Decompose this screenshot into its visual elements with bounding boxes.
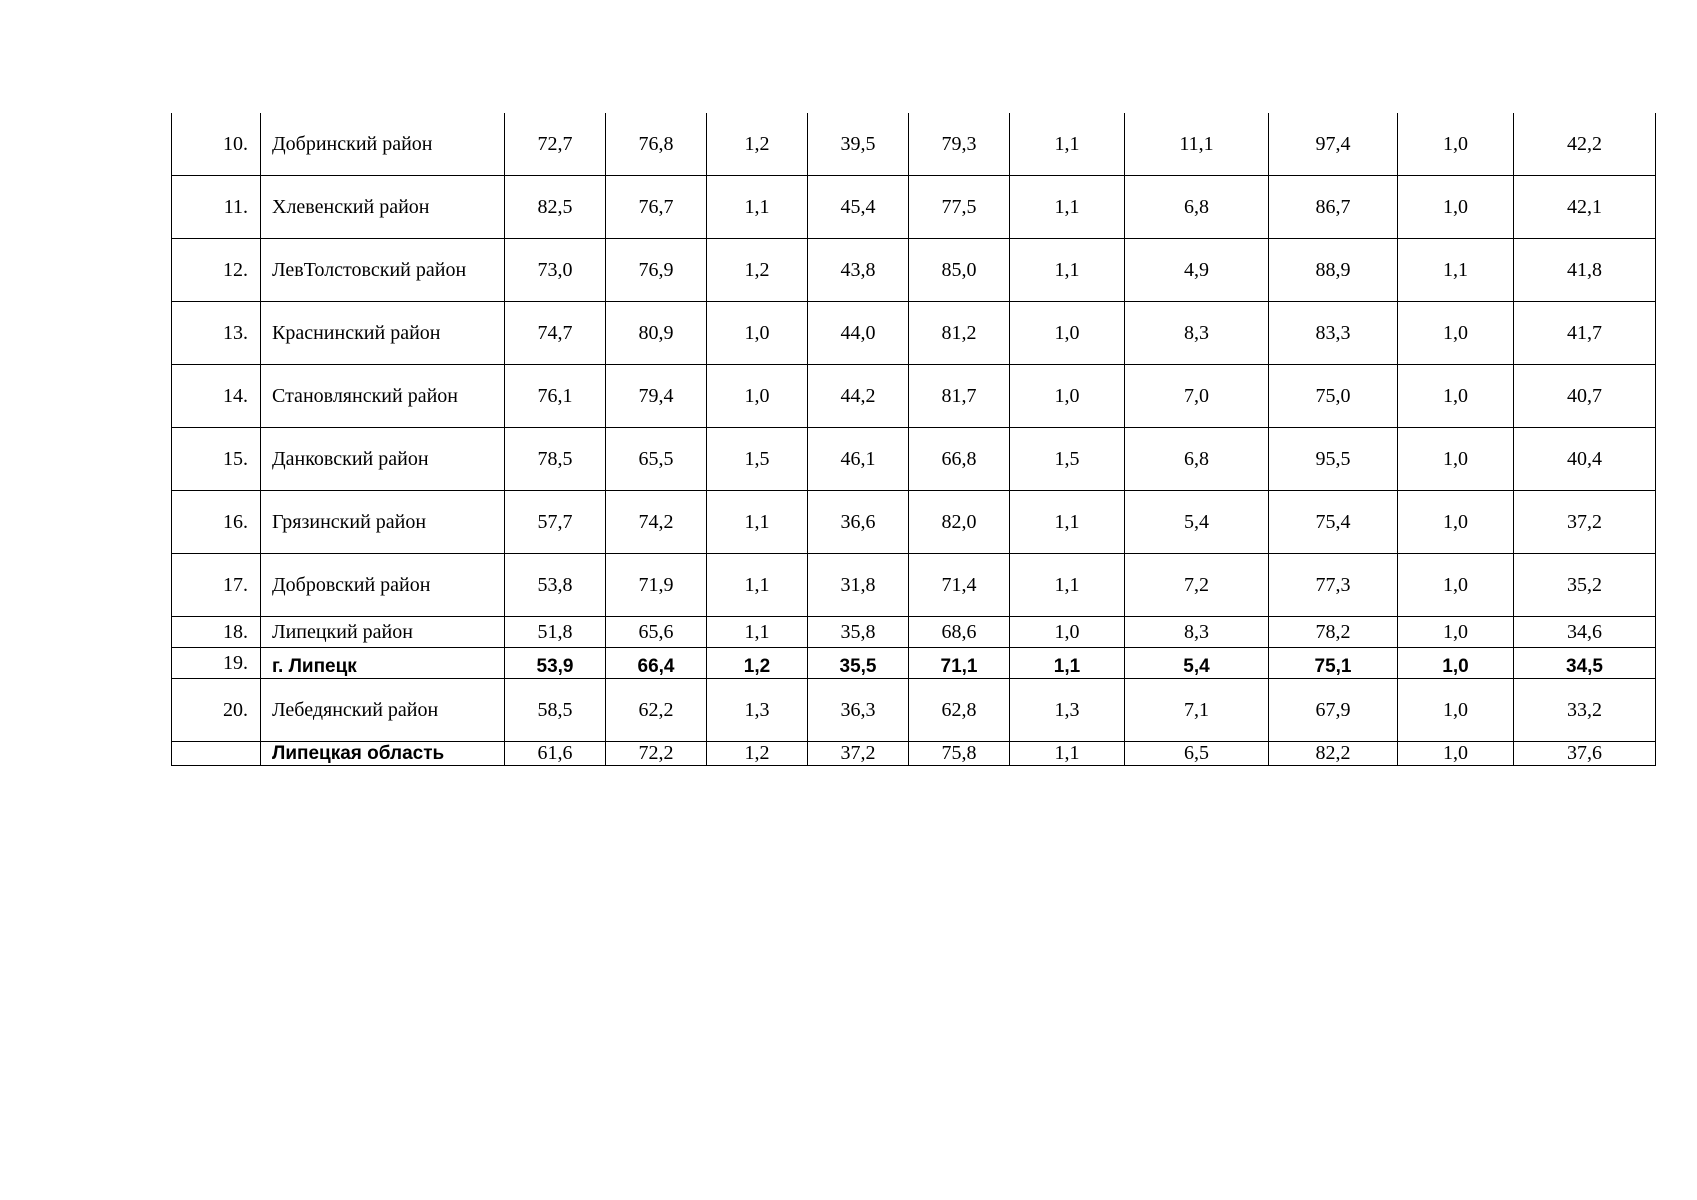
value-cell-col-3: 1,2 (707, 648, 808, 679)
value-cell-col-4: 44,0 (808, 302, 909, 365)
value-cell-col-8: 67,9 (1269, 679, 1398, 742)
value-cell-col-10: 33,2 (1514, 679, 1656, 742)
rating-table (171, 113, 1656, 766)
value-cell-col-8: 97,4 (1269, 113, 1398, 176)
value-cell-col-4: 36,3 (808, 679, 909, 742)
value-cell-col-2: 74,2 (606, 491, 707, 554)
value-cell-col-6: 1,1 (1010, 554, 1125, 617)
value-cell-col-6: 1,1 (1010, 113, 1125, 176)
value-cell-col-10: 41,7 (1514, 302, 1656, 365)
district-name: Добринский район (261, 113, 505, 176)
table-row (172, 365, 1656, 428)
value-cell-col-8: 75,4 (1269, 491, 1398, 554)
value-cell-col-2: 65,5 (606, 428, 707, 491)
row-number (172, 742, 261, 766)
value-cell-col-7: 5,4 (1125, 648, 1269, 679)
district-name: г. Липецк (261, 648, 505, 679)
row-number: 17. (172, 554, 261, 617)
value-cell-col-3: 1,2 (707, 742, 808, 766)
value-cell-col-6: 1,3 (1010, 679, 1125, 742)
value-cell-col-4: 44,2 (808, 365, 909, 428)
value-cell-col-1: 72,7 (505, 113, 606, 176)
value-cell-col-8: 95,5 (1269, 428, 1398, 491)
value-cell-col-4: 31,8 (808, 554, 909, 617)
value-cell-col-6: 1,0 (1010, 365, 1125, 428)
value-cell-col-7: 7,0 (1125, 365, 1269, 428)
district-name: Грязинский район (261, 491, 505, 554)
value-cell-col-7: 7,2 (1125, 554, 1269, 617)
row-number: 15. (172, 428, 261, 491)
row-number: 14. (172, 365, 261, 428)
value-cell-col-2: 66,4 (606, 648, 707, 679)
value-cell-col-10: 37,6 (1514, 742, 1656, 766)
value-cell-col-4: 35,5 (808, 648, 909, 679)
value-cell-col-8: 75,0 (1269, 365, 1398, 428)
value-cell-col-4: 46,1 (808, 428, 909, 491)
value-cell-col-2: 62,2 (606, 679, 707, 742)
value-cell-col-7: 11,1 (1125, 113, 1269, 176)
value-cell-col-9: 1,0 (1398, 679, 1514, 742)
document-page (171, 113, 1656, 766)
table-row (172, 648, 1656, 679)
value-cell-col-6: 1,1 (1010, 742, 1125, 766)
value-cell-col-3: 1,2 (707, 113, 808, 176)
value-cell-col-5: 81,2 (909, 302, 1010, 365)
value-cell-col-4: 39,5 (808, 113, 909, 176)
value-cell-col-10: 42,2 (1514, 113, 1656, 176)
district-name: Данковский район (261, 428, 505, 491)
row-number: 10. (172, 113, 261, 176)
value-cell-col-6: 1,1 (1010, 491, 1125, 554)
value-cell-col-4: 36,6 (808, 491, 909, 554)
value-cell-col-10: 42,1 (1514, 176, 1656, 239)
table-row (172, 302, 1656, 365)
district-name: Липецкая область (261, 742, 505, 766)
table-row (172, 554, 1656, 617)
value-cell-col-3: 1,2 (707, 239, 808, 302)
value-cell-col-9: 1,0 (1398, 176, 1514, 239)
value-cell-col-2: 79,4 (606, 365, 707, 428)
value-cell-col-1: 74,7 (505, 302, 606, 365)
value-cell-col-9: 1,0 (1398, 648, 1514, 679)
value-cell-col-5: 62,8 (909, 679, 1010, 742)
value-cell-col-6: 1,1 (1010, 239, 1125, 302)
value-cell-col-7: 6,8 (1125, 176, 1269, 239)
value-cell-col-3: 1,1 (707, 617, 808, 648)
value-cell-col-10: 34,6 (1514, 617, 1656, 648)
table-row (172, 239, 1656, 302)
table-row (172, 113, 1656, 176)
value-cell-col-7: 8,3 (1125, 617, 1269, 648)
value-cell-col-4: 45,4 (808, 176, 909, 239)
value-cell-col-2: 65,6 (606, 617, 707, 648)
value-cell-col-2: 76,9 (606, 239, 707, 302)
value-cell-col-5: 71,1 (909, 648, 1010, 679)
district-name: Краснинский район (261, 302, 505, 365)
value-cell-col-9: 1,0 (1398, 554, 1514, 617)
value-cell-col-1: 78,5 (505, 428, 606, 491)
value-cell-col-6: 1,0 (1010, 617, 1125, 648)
value-cell-col-9: 1,0 (1398, 113, 1514, 176)
value-cell-col-5: 71,4 (909, 554, 1010, 617)
table-row (172, 679, 1656, 742)
district-name: Липецкий район (261, 617, 505, 648)
value-cell-col-1: 53,8 (505, 554, 606, 617)
value-cell-col-3: 1,1 (707, 491, 808, 554)
value-cell-col-1: 57,7 (505, 491, 606, 554)
table-total-row (172, 742, 1656, 766)
value-cell-col-7: 5,4 (1125, 491, 1269, 554)
row-number: 18. (172, 617, 261, 648)
value-cell-col-2: 80,9 (606, 302, 707, 365)
value-cell-col-8: 83,3 (1269, 302, 1398, 365)
value-cell-col-9: 1,0 (1398, 365, 1514, 428)
value-cell-col-9: 1,0 (1398, 428, 1514, 491)
row-number: 20. (172, 679, 261, 742)
value-cell-col-3: 1,1 (707, 176, 808, 239)
row-number: 19. (172, 648, 261, 679)
value-cell-col-8: 78,2 (1269, 617, 1398, 648)
value-cell-col-9: 1,0 (1398, 491, 1514, 554)
value-cell-col-10: 40,4 (1514, 428, 1656, 491)
row-number: 11. (172, 176, 261, 239)
value-cell-col-1: 73,0 (505, 239, 606, 302)
row-number: 12. (172, 239, 261, 302)
value-cell-col-7: 6,8 (1125, 428, 1269, 491)
value-cell-col-5: 77,5 (909, 176, 1010, 239)
district-name: Становлянский район (261, 365, 505, 428)
table-body (172, 113, 1656, 766)
district-name: Хлевенский район (261, 176, 505, 239)
table-row (172, 491, 1656, 554)
table-row (172, 617, 1656, 648)
table-row (172, 176, 1656, 239)
district-name: ЛевТолстовский район (261, 239, 505, 302)
value-cell-col-7: 6,5 (1125, 742, 1269, 766)
row-number: 16. (172, 491, 261, 554)
value-cell-col-10: 34,5 (1514, 648, 1656, 679)
value-cell-col-10: 37,2 (1514, 491, 1656, 554)
value-cell-col-8: 82,2 (1269, 742, 1398, 766)
value-cell-col-3: 1,3 (707, 679, 808, 742)
value-cell-col-1: 53,9 (505, 648, 606, 679)
value-cell-col-3: 1,5 (707, 428, 808, 491)
district-name: Добровский район (261, 554, 505, 617)
value-cell-col-6: 1,5 (1010, 428, 1125, 491)
value-cell-col-6: 1,1 (1010, 176, 1125, 239)
value-cell-col-7: 8,3 (1125, 302, 1269, 365)
table-row (172, 428, 1656, 491)
value-cell-col-3: 1,0 (707, 302, 808, 365)
value-cell-col-7: 4,9 (1125, 239, 1269, 302)
value-cell-col-2: 71,9 (606, 554, 707, 617)
value-cell-col-2: 76,8 (606, 113, 707, 176)
value-cell-col-3: 1,1 (707, 554, 808, 617)
value-cell-col-10: 41,8 (1514, 239, 1656, 302)
value-cell-col-1: 51,8 (505, 617, 606, 648)
value-cell-col-5: 79,3 (909, 113, 1010, 176)
value-cell-col-1: 61,6 (505, 742, 606, 766)
district-name: Лебедянский район (261, 679, 505, 742)
value-cell-col-8: 77,3 (1269, 554, 1398, 617)
row-number: 13. (172, 302, 261, 365)
value-cell-col-2: 76,7 (606, 176, 707, 239)
value-cell-col-2: 72,2 (606, 742, 707, 766)
value-cell-col-7: 7,1 (1125, 679, 1269, 742)
value-cell-col-5: 81,7 (909, 365, 1010, 428)
value-cell-col-8: 88,9 (1269, 239, 1398, 302)
value-cell-col-6: 1,1 (1010, 648, 1125, 679)
value-cell-col-5: 75,8 (909, 742, 1010, 766)
value-cell-col-9: 1,0 (1398, 617, 1514, 648)
value-cell-col-9: 1,0 (1398, 302, 1514, 365)
value-cell-col-1: 82,5 (505, 176, 606, 239)
value-cell-col-8: 86,7 (1269, 176, 1398, 239)
value-cell-col-5: 66,8 (909, 428, 1010, 491)
value-cell-col-4: 37,2 (808, 742, 909, 766)
value-cell-col-1: 58,5 (505, 679, 606, 742)
value-cell-col-8: 75,1 (1269, 648, 1398, 679)
value-cell-col-4: 35,8 (808, 617, 909, 648)
value-cell-col-9: 1,1 (1398, 239, 1514, 302)
value-cell-col-5: 68,6 (909, 617, 1010, 648)
value-cell-col-4: 43,8 (808, 239, 909, 302)
value-cell-col-9: 1,0 (1398, 742, 1514, 766)
value-cell-col-6: 1,0 (1010, 302, 1125, 365)
value-cell-col-10: 40,7 (1514, 365, 1656, 428)
value-cell-col-3: 1,0 (707, 365, 808, 428)
value-cell-col-10: 35,2 (1514, 554, 1656, 617)
value-cell-col-5: 85,0 (909, 239, 1010, 302)
value-cell-col-1: 76,1 (505, 365, 606, 428)
value-cell-col-5: 82,0 (909, 491, 1010, 554)
